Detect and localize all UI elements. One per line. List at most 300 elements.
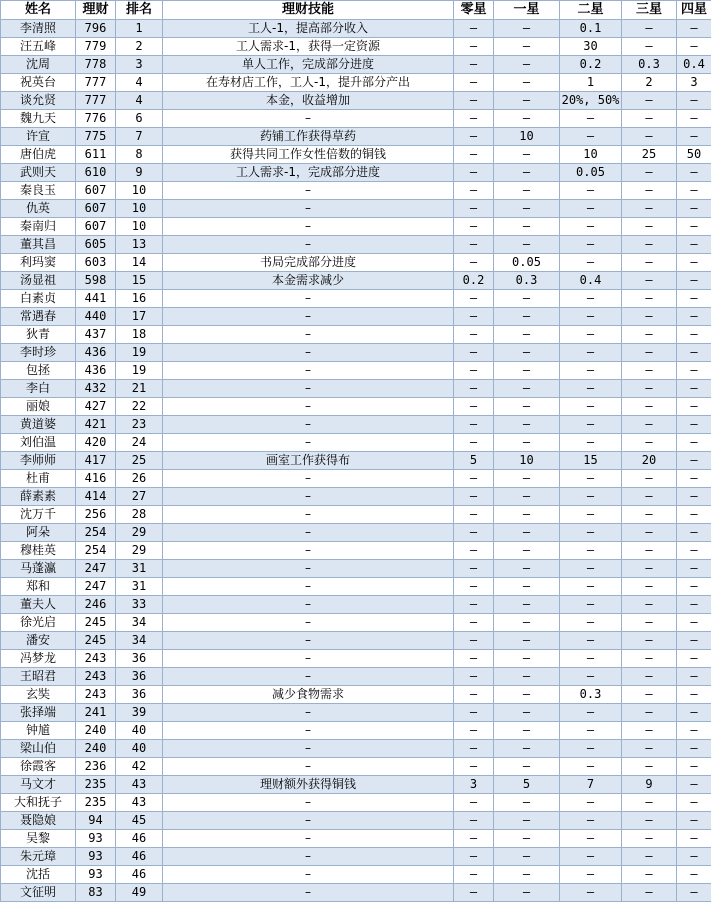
- cell-star-4: –: [677, 38, 711, 56]
- cell-skill: –: [163, 308, 454, 326]
- cell-name: 黄道婆: [1, 416, 76, 434]
- cell-star-0: –: [454, 596, 494, 614]
- header-rank: 排名: [116, 1, 163, 20]
- cell-star-0: –: [454, 56, 494, 74]
- header-finance-skill: 理财技能: [163, 1, 454, 20]
- cell-finance: 93: [76, 866, 116, 884]
- cell-star-4: –: [677, 848, 711, 866]
- cell-star-2: –: [560, 794, 622, 812]
- cell-skill: 工人-1，提高部分收入: [163, 20, 454, 38]
- cell-star-4: –: [677, 578, 711, 596]
- cell-rank: 36: [116, 668, 163, 686]
- cell-star-4: –: [677, 596, 711, 614]
- cell-finance: 607: [76, 200, 116, 218]
- cell-finance: 254: [76, 542, 116, 560]
- table-row: [1, 722, 711, 740]
- table-row: [1, 92, 711, 110]
- cell-name: 薛素素: [1, 488, 76, 506]
- cell-star-1: 0.3: [494, 272, 560, 290]
- cell-name: 魏九天: [1, 110, 76, 128]
- cell-name: 李师师: [1, 452, 76, 470]
- cell-finance: 598: [76, 272, 116, 290]
- cell-star-4: –: [677, 128, 711, 146]
- cell-skill: –: [163, 200, 454, 218]
- cell-star-1: –: [494, 866, 560, 884]
- cell-star-3: –: [622, 488, 677, 506]
- cell-finance: 610: [76, 164, 116, 182]
- cell-finance: 775: [76, 128, 116, 146]
- table-row: [1, 776, 711, 794]
- cell-star-0: –: [454, 812, 494, 830]
- cell-name: 王昭君: [1, 668, 76, 686]
- table-row: [1, 830, 711, 848]
- cell-star-4: –: [677, 776, 711, 794]
- cell-star-1: 10: [494, 128, 560, 146]
- cell-star-1: –: [494, 56, 560, 74]
- cell-star-2: –: [560, 884, 622, 902]
- table-row: [1, 164, 711, 182]
- cell-star-0: –: [454, 884, 494, 902]
- cell-finance: 93: [76, 848, 116, 866]
- cell-skill: –: [163, 578, 454, 596]
- table-row: [1, 614, 711, 632]
- cell-skill: 理财额外获得铜钱: [163, 776, 454, 794]
- cell-rank: 46: [116, 866, 163, 884]
- cell-name: 沈周: [1, 56, 76, 74]
- cell-skill: 本金需求减少: [163, 272, 454, 290]
- cell-skill: 获得共同工作女性倍数的铜钱: [163, 146, 454, 164]
- cell-star-4: –: [677, 722, 711, 740]
- cell-star-2: –: [560, 398, 622, 416]
- table-row: [1, 20, 711, 38]
- cell-star-2: –: [560, 218, 622, 236]
- cell-rank: 36: [116, 686, 163, 704]
- table-row: [1, 326, 711, 344]
- table-row: [1, 128, 711, 146]
- cell-rank: 10: [116, 218, 163, 236]
- cell-finance: 83: [76, 884, 116, 902]
- cell-rank: 24: [116, 434, 163, 452]
- cell-star-0: –: [454, 758, 494, 776]
- cell-star-0: –: [454, 218, 494, 236]
- cell-skill: –: [163, 884, 454, 902]
- cell-star-3: –: [622, 380, 677, 398]
- cell-star-2: –: [560, 290, 622, 308]
- cell-star-1: –: [494, 488, 560, 506]
- cell-rank: 29: [116, 542, 163, 560]
- cell-finance: 427: [76, 398, 116, 416]
- cell-finance: 243: [76, 668, 116, 686]
- cell-star-1: –: [494, 146, 560, 164]
- cell-name: 许宣: [1, 128, 76, 146]
- cell-rank: 15: [116, 272, 163, 290]
- table-row: [1, 866, 711, 884]
- header-star-2: 二星: [560, 1, 622, 20]
- cell-name: 刘伯温: [1, 434, 76, 452]
- cell-name: 祝英台: [1, 74, 76, 92]
- cell-rank: 27: [116, 488, 163, 506]
- cell-name: 武则天: [1, 164, 76, 182]
- cell-name: 朱元璋: [1, 848, 76, 866]
- cell-star-4: –: [677, 740, 711, 758]
- cell-star-4: –: [677, 632, 711, 650]
- cell-star-3: 20: [622, 452, 677, 470]
- cell-star-1: –: [494, 308, 560, 326]
- cell-rank: 43: [116, 776, 163, 794]
- cell-star-3: –: [622, 200, 677, 218]
- table-row: [1, 632, 711, 650]
- cell-skill: –: [163, 326, 454, 344]
- cell-star-3: –: [622, 686, 677, 704]
- cell-name: 徐光启: [1, 614, 76, 632]
- table-row: [1, 218, 711, 236]
- cell-star-1: –: [494, 578, 560, 596]
- cell-star-4: –: [677, 164, 711, 182]
- cell-star-4: –: [677, 290, 711, 308]
- cell-star-1: –: [494, 416, 560, 434]
- cell-star-1: –: [494, 20, 560, 38]
- header-finance: 理财: [76, 1, 116, 20]
- table-row: [1, 812, 711, 830]
- cell-skill: –: [163, 416, 454, 434]
- table-row: [1, 146, 711, 164]
- table-row: [1, 794, 711, 812]
- cell-star-2: –: [560, 362, 622, 380]
- cell-star-2: 10: [560, 146, 622, 164]
- cell-star-4: –: [677, 200, 711, 218]
- cell-star-2: –: [560, 182, 622, 200]
- cell-star-0: –: [454, 578, 494, 596]
- cell-finance: 440: [76, 308, 116, 326]
- cell-skill: –: [163, 290, 454, 308]
- cell-name: 徐霞客: [1, 758, 76, 776]
- cell-star-2: –: [560, 416, 622, 434]
- cell-star-1: –: [494, 398, 560, 416]
- cell-finance: 417: [76, 452, 116, 470]
- table-row: [1, 362, 711, 380]
- cell-star-3: –: [622, 344, 677, 362]
- cell-skill: 工人需求-1，完成部分进度: [163, 164, 454, 182]
- cell-rank: 34: [116, 614, 163, 632]
- cell-star-2: –: [560, 758, 622, 776]
- table-row: [1, 560, 711, 578]
- table-row: [1, 668, 711, 686]
- cell-star-0: –: [454, 686, 494, 704]
- cell-rank: 16: [116, 290, 163, 308]
- cell-finance: 240: [76, 722, 116, 740]
- cell-name: 丽娘: [1, 398, 76, 416]
- cell-skill: –: [163, 488, 454, 506]
- cell-star-2: 30: [560, 38, 622, 56]
- cell-star-1: –: [494, 668, 560, 686]
- cell-star-4: –: [677, 668, 711, 686]
- cell-star-0: –: [454, 200, 494, 218]
- cell-star-2: –: [560, 812, 622, 830]
- cell-star-3: 0.3: [622, 56, 677, 74]
- cell-rank: 2: [116, 38, 163, 56]
- cell-star-2: –: [560, 596, 622, 614]
- cell-star-2: –: [560, 740, 622, 758]
- cell-star-4: 0.4: [677, 56, 711, 74]
- cell-skill: 单人工作，完成部分进度: [163, 56, 454, 74]
- cell-star-0: –: [454, 866, 494, 884]
- cell-star-3: –: [622, 416, 677, 434]
- cell-star-0: –: [454, 848, 494, 866]
- cell-star-3: 2: [622, 74, 677, 92]
- cell-name: 阿朵: [1, 524, 76, 542]
- cell-rank: 43: [116, 794, 163, 812]
- cell-name: 仇英: [1, 200, 76, 218]
- table-row: [1, 380, 711, 398]
- cell-star-0: –: [454, 110, 494, 128]
- cell-star-0: –: [454, 668, 494, 686]
- cell-star-4: –: [677, 398, 711, 416]
- table-row: [1, 542, 711, 560]
- cell-finance: 247: [76, 578, 116, 596]
- cell-star-4: –: [677, 614, 711, 632]
- cell-star-0: –: [454, 344, 494, 362]
- cell-star-2: –: [560, 380, 622, 398]
- cell-finance: 235: [76, 776, 116, 794]
- cell-name: 董夫人: [1, 596, 76, 614]
- cell-star-3: –: [622, 668, 677, 686]
- cell-star-4: –: [677, 218, 711, 236]
- table-row: [1, 416, 711, 434]
- cell-skill: –: [163, 596, 454, 614]
- cell-star-1: –: [494, 884, 560, 902]
- cell-star-3: –: [622, 578, 677, 596]
- cell-finance: 243: [76, 686, 116, 704]
- cell-star-2: –: [560, 830, 622, 848]
- cell-star-1: 0.05: [494, 254, 560, 272]
- cell-star-3: –: [622, 704, 677, 722]
- cell-finance: 240: [76, 740, 116, 758]
- cell-finance: 256: [76, 506, 116, 524]
- cell-rank: 39: [116, 704, 163, 722]
- cell-star-3: –: [622, 884, 677, 902]
- cell-star-3: –: [622, 470, 677, 488]
- cell-finance: 441: [76, 290, 116, 308]
- cell-star-4: 3: [677, 74, 711, 92]
- cell-name: 玄奘: [1, 686, 76, 704]
- cell-star-3: –: [622, 614, 677, 632]
- cell-star-0: –: [454, 614, 494, 632]
- cell-finance: 245: [76, 632, 116, 650]
- cell-star-0: –: [454, 560, 494, 578]
- table-row: [1, 434, 711, 452]
- cell-star-2: –: [560, 542, 622, 560]
- table-row: [1, 848, 711, 866]
- cell-star-4: –: [677, 542, 711, 560]
- cell-star-1: –: [494, 812, 560, 830]
- cell-star-2: 7: [560, 776, 622, 794]
- table-row: [1, 470, 711, 488]
- cell-star-2: –: [560, 524, 622, 542]
- cell-name: 文征明: [1, 884, 76, 902]
- cell-star-3: 9: [622, 776, 677, 794]
- cell-skill: –: [163, 560, 454, 578]
- cell-star-0: –: [454, 488, 494, 506]
- cell-name: 沈万千: [1, 506, 76, 524]
- cell-star-2: –: [560, 722, 622, 740]
- cell-star-2: –: [560, 110, 622, 128]
- cell-name: 沈括: [1, 866, 76, 884]
- cell-star-4: –: [677, 20, 711, 38]
- cell-finance: 241: [76, 704, 116, 722]
- cell-star-4: –: [677, 650, 711, 668]
- table-row: [1, 344, 711, 362]
- cell-star-0: –: [454, 164, 494, 182]
- cell-finance: 235: [76, 794, 116, 812]
- cell-skill: –: [163, 758, 454, 776]
- cell-star-0: –: [454, 254, 494, 272]
- cell-star-0: –: [454, 740, 494, 758]
- cell-rank: 14: [116, 254, 163, 272]
- cell-rank: 40: [116, 740, 163, 758]
- table-row: [1, 488, 711, 506]
- cell-name: 马蓬瀛: [1, 560, 76, 578]
- cell-star-3: –: [622, 866, 677, 884]
- cell-star-1: –: [494, 380, 560, 398]
- cell-star-2: –: [560, 578, 622, 596]
- cell-rank: 46: [116, 830, 163, 848]
- cell-star-4: –: [677, 254, 711, 272]
- cell-rank: 34: [116, 632, 163, 650]
- cell-rank: 33: [116, 596, 163, 614]
- cell-star-3: –: [622, 20, 677, 38]
- cell-rank: 31: [116, 578, 163, 596]
- cell-finance: 432: [76, 380, 116, 398]
- cell-finance: 605: [76, 236, 116, 254]
- cell-finance: 796: [76, 20, 116, 38]
- cell-star-3: –: [622, 794, 677, 812]
- cell-name: 穆桂英: [1, 542, 76, 560]
- cell-star-1: –: [494, 344, 560, 362]
- cell-star-1: –: [494, 542, 560, 560]
- cell-skill: –: [163, 182, 454, 200]
- cell-star-3: –: [622, 272, 677, 290]
- cell-skill: –: [163, 830, 454, 848]
- table-body: [1, 20, 711, 902]
- cell-star-2: 0.05: [560, 164, 622, 182]
- cell-star-1: –: [494, 560, 560, 578]
- cell-star-0: 0.2: [454, 272, 494, 290]
- cell-star-3: –: [622, 326, 677, 344]
- cell-skill: –: [163, 236, 454, 254]
- cell-star-4: –: [677, 560, 711, 578]
- cell-star-2: –: [560, 470, 622, 488]
- table-row: [1, 110, 711, 128]
- cell-rank: 45: [116, 812, 163, 830]
- cell-star-3: –: [622, 362, 677, 380]
- cell-star-1: –: [494, 92, 560, 110]
- cell-star-1: –: [494, 326, 560, 344]
- cell-star-0: –: [454, 146, 494, 164]
- cell-skill: –: [163, 866, 454, 884]
- cell-rank: 21: [116, 380, 163, 398]
- table-row: [1, 686, 711, 704]
- cell-star-3: –: [622, 542, 677, 560]
- table-row: [1, 578, 711, 596]
- cell-rank: 25: [116, 452, 163, 470]
- cell-skill: –: [163, 740, 454, 758]
- cell-star-3: –: [622, 506, 677, 524]
- cell-star-0: –: [454, 38, 494, 56]
- cell-name: 张择端: [1, 704, 76, 722]
- table-row: [1, 236, 711, 254]
- cell-star-4: –: [677, 686, 711, 704]
- cell-star-4: –: [677, 434, 711, 452]
- header-star-1: 一星: [494, 1, 560, 20]
- cell-star-3: –: [622, 434, 677, 452]
- cell-name: 唐伯虎: [1, 146, 76, 164]
- cell-star-1: –: [494, 596, 560, 614]
- cell-rank: 4: [116, 92, 163, 110]
- cell-star-2: 1: [560, 74, 622, 92]
- cell-star-4: –: [677, 362, 711, 380]
- cell-star-1: –: [494, 470, 560, 488]
- cell-skill: –: [163, 812, 454, 830]
- cell-star-3: –: [622, 164, 677, 182]
- cell-star-2: –: [560, 668, 622, 686]
- cell-rank: 3: [116, 56, 163, 74]
- cell-star-1: –: [494, 704, 560, 722]
- cell-star-4: –: [677, 110, 711, 128]
- cell-star-1: –: [494, 506, 560, 524]
- table-row: [1, 704, 711, 722]
- cell-star-3: –: [622, 830, 677, 848]
- cell-star-3: –: [622, 524, 677, 542]
- cell-star-0: –: [454, 380, 494, 398]
- cell-star-3: –: [622, 560, 677, 578]
- cell-star-2: –: [560, 200, 622, 218]
- table-row: [1, 308, 711, 326]
- header-name: 姓名: [1, 1, 76, 20]
- cell-name: 利玛窦: [1, 254, 76, 272]
- cell-finance: 414: [76, 488, 116, 506]
- cell-star-2: 0.4: [560, 272, 622, 290]
- cell-rank: 46: [116, 848, 163, 866]
- cell-star-2: –: [560, 650, 622, 668]
- cell-star-1: –: [494, 164, 560, 182]
- cell-star-4: –: [677, 704, 711, 722]
- cell-star-1: –: [494, 524, 560, 542]
- cell-skill: –: [163, 542, 454, 560]
- cell-skill: –: [163, 848, 454, 866]
- cell-star-0: –: [454, 92, 494, 110]
- cell-finance: 254: [76, 524, 116, 542]
- cell-rank: 17: [116, 308, 163, 326]
- cell-skill: 药铺工作获得草药: [163, 128, 454, 146]
- cell-finance: 93: [76, 830, 116, 848]
- cell-star-3: –: [622, 398, 677, 416]
- cell-star-2: –: [560, 236, 622, 254]
- cell-star-0: –: [454, 20, 494, 38]
- cell-rank: 40: [116, 722, 163, 740]
- cell-skill: 减少食物需求: [163, 686, 454, 704]
- cell-finance: 437: [76, 326, 116, 344]
- cell-star-1: –: [494, 362, 560, 380]
- cell-finance: 776: [76, 110, 116, 128]
- cell-star-3: –: [622, 308, 677, 326]
- cell-finance: 436: [76, 362, 116, 380]
- cell-rank: 28: [116, 506, 163, 524]
- cell-star-1: –: [494, 110, 560, 128]
- cell-name: 李白: [1, 380, 76, 398]
- cell-rank: 18: [116, 326, 163, 344]
- cell-finance: 236: [76, 758, 116, 776]
- cell-finance: 416: [76, 470, 116, 488]
